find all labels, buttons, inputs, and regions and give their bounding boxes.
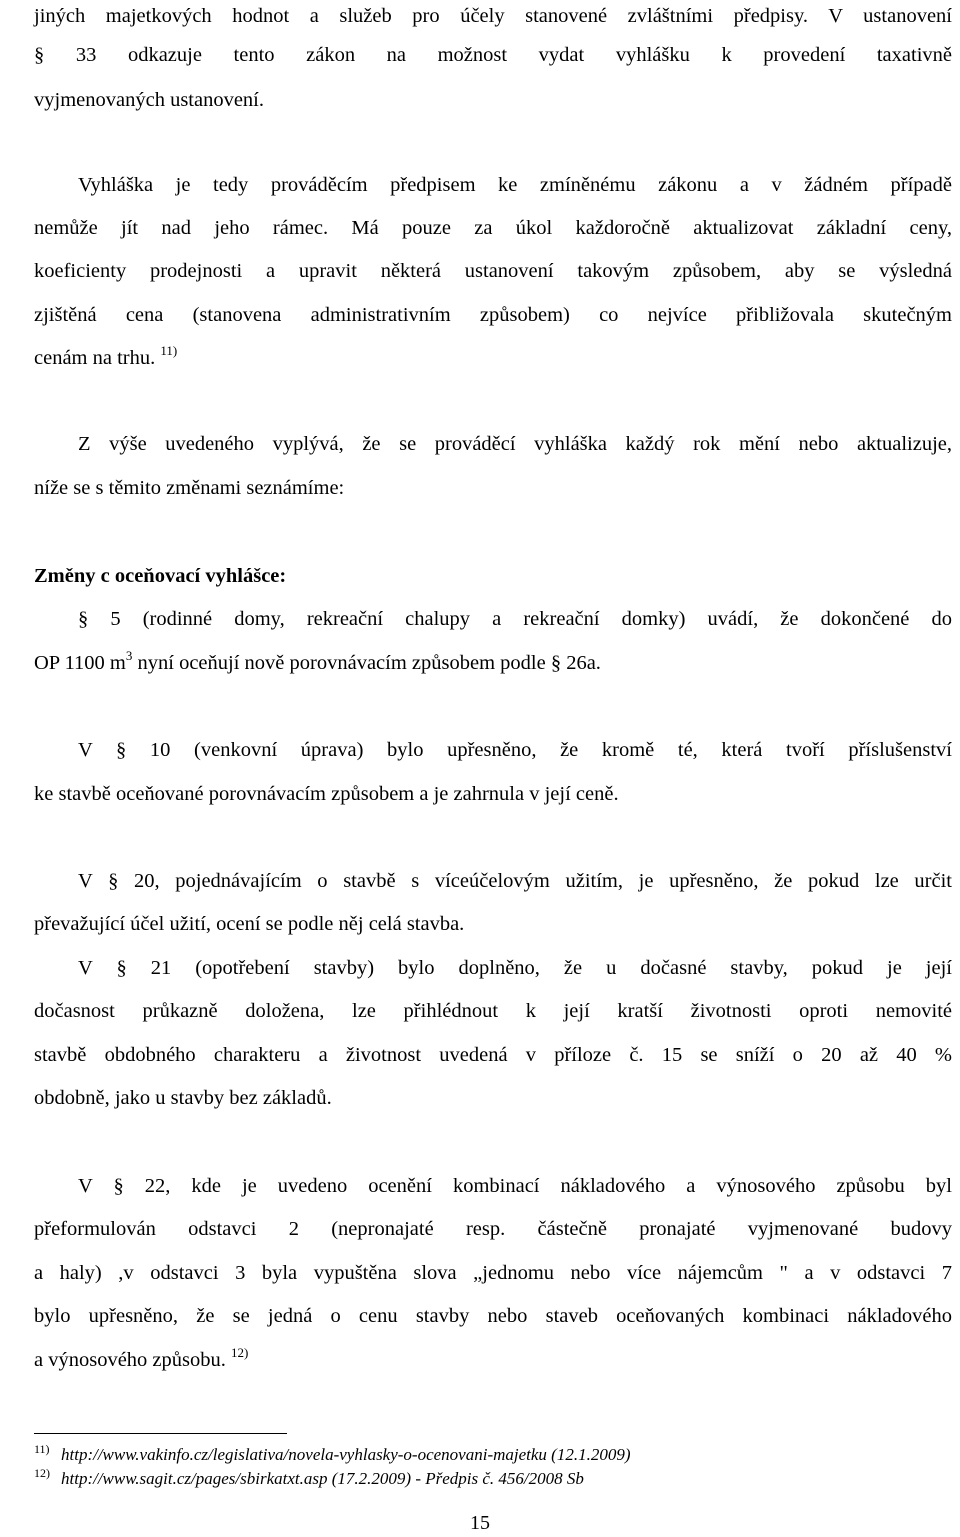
superscript-3: 3 xyxy=(125,648,133,663)
paragraph-1-line-2: § 33 odkazuje tento zákon na možnost vydat vyhlášku k provedení taxativně xyxy=(34,44,952,66)
paragraph-7-line-2: dočasnost průkazně doložena, lze přihlédnout k její kratší životnosti oproti nemovité xyxy=(34,1000,952,1022)
paragraph-5-line-1: V § 10 (venkovní úprava) bylo upřesněno, že kromě té, která tvoří příslušenství xyxy=(78,739,952,761)
section-heading: Změny c oceňovací vyhlášce: xyxy=(34,565,287,587)
footnote-mark: 11) xyxy=(34,1442,50,1456)
paragraph-8-line-5-text: a výnosového způsobu. xyxy=(34,1349,226,1371)
paragraph-8-line-4: bylo upřesněno, že se jedná o cenu stavby nebo staveb oceňovaných kombinaci nákladového xyxy=(34,1305,952,1327)
footnote-mark: 12) xyxy=(34,1466,50,1480)
paragraph-1-line-1: jiných majetkových hodnot a služeb pro účely stanovené zvláštními předpisy. V ustanovení xyxy=(34,5,952,27)
paragraph-7-line-3: stavbě obdobného charakteru a životnost uvedená v příloze č. 15 se sníží o 20 až 40 % xyxy=(34,1044,952,1066)
paragraph-2-line-4: zjištěná cena (stanovena administrativním způsobem) co nejvíce přibližovala skutečným xyxy=(34,304,952,326)
paragraph-2-line-2: nemůže jít nad jeho rámec. Má pouze za úkol každoročně aktualizovat základní ceny, xyxy=(34,217,952,239)
paragraph-4-line-2-end: nyní oceňují nově porovnávacím způsobem podle § 26a. xyxy=(132,652,601,674)
footnote-ref-11: 11) xyxy=(160,343,178,358)
paragraph-4-line-2 xyxy=(34,649,952,677)
paragraph-4-line-1: § 5 (rodinné domy, rekreační chalupy a rekreační domky) uvádí, že dokončené do xyxy=(78,608,952,630)
paragraph-3-line-1: Z výše uvedeného vyplývá, že se prováděcí vyhláška každý rok mění nebo aktualizuje, xyxy=(78,433,952,455)
paragraph-8-line-1: V § 22, kde je uvedeno ocenění kombinací nákladového a výnosového způsobu byl xyxy=(78,1175,952,1197)
paragraph-1-line-3: vyjmenovaných ustanovení. xyxy=(34,89,265,111)
paragraph-3-line-2: níže se s těmito změnami seznámíme: xyxy=(34,477,345,499)
paragraph-2-line-3: koeficienty prodejnosti a upravit některá ustanovení takovým způsobem, aby se výsledná xyxy=(34,260,952,282)
paragraph-7-line-1: V § 21 (opotřebení stavby) bylo doplněno, že u dočasné stavby, pokud je její xyxy=(78,957,952,979)
paragraph-2-line-5-text: cenám na trhu. xyxy=(34,347,156,369)
footnote-12 xyxy=(34,1468,584,1491)
paragraph-5-line-2: ke stavbě oceňované porovnávacím způsobem a je zahrnula v její ceně. xyxy=(34,783,619,805)
footnote-ref-12: 12) xyxy=(231,1345,249,1360)
paragraph-8-line-3: a haly) ,v odstavci 3 byla vypuštěna slova „jednomu nebo více nájemcům " a v odstavci 7 xyxy=(34,1262,952,1284)
paragraph-8-line-2: přeformulován odstavci 2 (nepronajaté resp. částečně pronajaté vyjmenované budovy xyxy=(34,1218,952,1240)
paragraph-2-line-1: Vyhláška je tedy prováděcím předpisem ke zmíněnému zákonu a v žádném případě xyxy=(78,174,952,196)
paragraph-8-line-5 xyxy=(34,1346,952,1374)
paragraph-6-line-1: V § 20, pojednávajícím o stavbě s víceúčelovým užitím, je upřesněno, že pokud lze určit xyxy=(78,870,952,892)
page-number: 15 xyxy=(470,1512,490,1534)
paragraph-2-line-5 xyxy=(34,344,952,372)
paragraph-7-line-4: obdobně, jako u stavby bez základů. xyxy=(34,1087,332,1109)
footnote-link[interactable]: http://www.vakinfo.cz/legislativa/novela-vyhlasky-o-ocenovani-majetku (12.1.2009) xyxy=(61,1445,631,1464)
footnote-separator xyxy=(34,1433,287,1434)
footnote-link[interactable]: http://www.sagit.cz/pages/sbirkatxt.asp (17.2.2009) - Předpis č. 456/2008 Sb xyxy=(61,1469,584,1488)
paragraph-4-line-2-start: OP 1100 m xyxy=(34,652,126,674)
paragraph-6-line-2: převažující účel užití, ocení se podle něj celá stavba. xyxy=(34,913,465,935)
footnote-11 xyxy=(34,1444,631,1467)
